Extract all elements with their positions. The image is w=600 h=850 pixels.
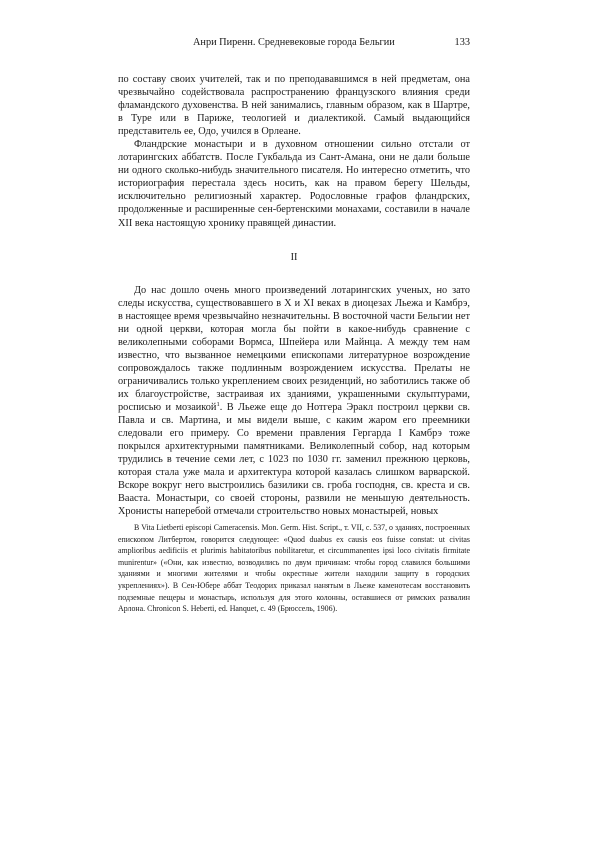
paragraph-text-before-note: До нас дошло очень много произведений лотарингских ученых, но зато следы искусства, существовавшего в X и XI веках в диоцезах Льежа и Камбрэ, в настоящее время чрезвычайно незначительны. В восточной части Бельгии нет ни одной церкви, которая могла бы пойти в какое-нибудь сравнение с великолепными соборами Вормса, Шпейера или Майнца. А между тем нам известно, что вызванное немецкими епископами литературное возрождение сопровождалось также подлинным возрождением искусства. Прелаты не ограничивались только укреплением своих резиденций, но заботились также об их благоустройстве, застраивая их зданиями, украшенными скульптурами, росписью и мозаикой bbox=[118, 284, 470, 413]
footnote bbox=[118, 522, 470, 615]
paragraph-section-two bbox=[118, 284, 470, 519]
main-text bbox=[118, 73, 470, 518]
footnote-marker[interactable]: 1 bbox=[216, 400, 220, 408]
page-number: 133 bbox=[454, 37, 470, 48]
header-title: Анри Пиренн. Средневековые города Бельгии bbox=[193, 37, 395, 48]
footnote-text: В Vita Lietberti episcopi Cameracensis. Mon. Germ. Hist. Script., т. VII, с. 537, о зданиях, построенных епископом Литбертом, говорится следующее: «Quod duabus ex causis eos fuisse constat: ut civitas amplioribus aedificiis et plurimis habitatoribus nobilitaretur, et circummanentes ipsi loco civitatis firmitate munirentur» («Они, как известно, возводились по двум причинам: чтобы город славился большими зданиями и многими жителями и чтобы окрестные жители находили защиту в городских укреплениях»). В Сен-Юбере аббат Теодорих приказал нанятым в Льеже каменотесам восстановить подземные пещеры и монастырь, используя для этого колонны, оставшиеся от римских развалин Арлона. Chronicon S. Heberti, ed. Hanquet, c. 49 (Брюссель, 1906). bbox=[118, 523, 471, 614]
paragraph-text-after-note: . В Льеже еще до Нотгера Эракл построил церкви св. Павла и св. Мартина, и мы видели выше, с каким жаром его преемники следовали его примеру. Со времени правления Гергарда I Камбрэ тоже покрылся архитектурными памятниками. Великолепный собор, над которым трудились в течение семи лет, с 1023 по 1030 гг. заменил прежнюю церковь, которая стала уже мала и архитектура которой казалась слишком варварской. Вскоре вокруг него выстроились базилики св. гроба господня, св. креста и св. Вааста. Монастыри, со своей стороны, развили не меньшую деятельность. Хронисты наперебой отмечали строительство новых монастырей, новых bbox=[118, 401, 471, 518]
section-heading: II bbox=[290, 251, 298, 263]
paragraph-continuation: по составу своих учителей, так и по преподававшимся в ней предметам, она чрезвычайно содействовала распространению французского влияния среди фламандского духовенства. В ней занимались, главным образом, как в Шартре, в Туре или в Париже, теологией и диалектикой. Самый выдающийся представитель ее, Одо, учился в Орлеане. bbox=[118, 74, 470, 138]
paragraph-flemish-monasteries: Фландрские монастыри и в духовном отношении сильно отстали от лотарингских аббатств. После Гукбальда из Сант-Амана, они не дали больше ни одного сколько-нибудь значительного писателя. Но интересно отметить, что историография перестала здесь носить, как на правом берегу Шельды, исключительно религиозный характер. Родословные графов фландрских, продолженные и расширенные сен-бертенскими монахами, составили в начале XII века настоящую хронику правящей династии. bbox=[118, 139, 470, 229]
